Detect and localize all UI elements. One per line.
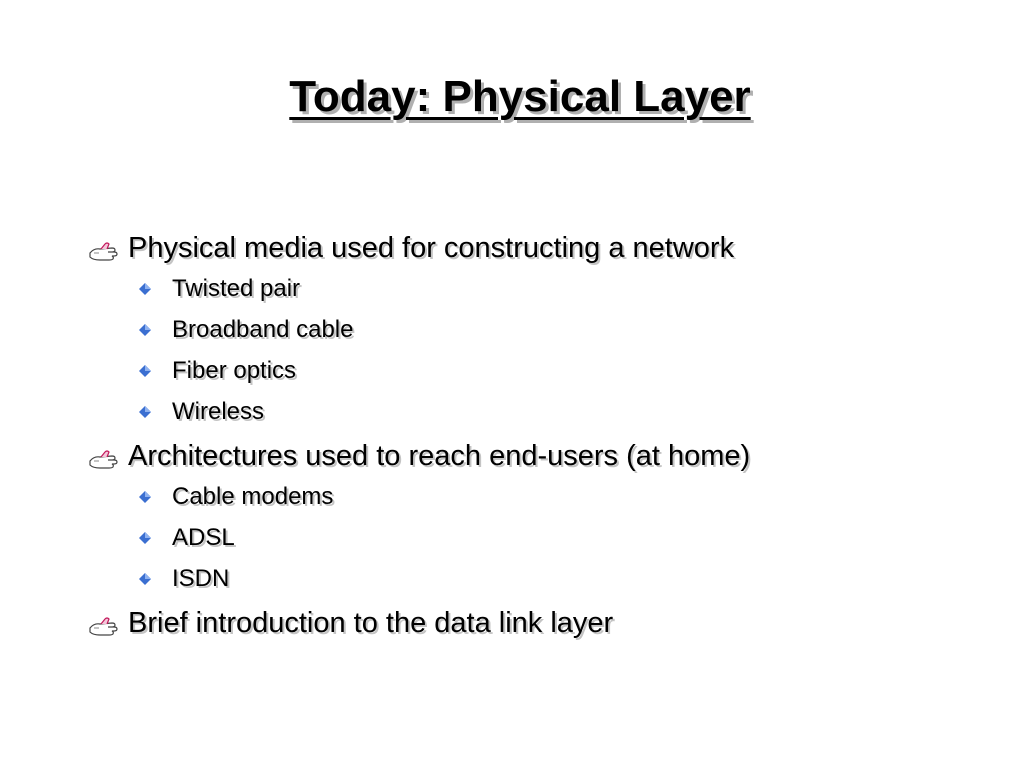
bullet-level2 <box>88 476 988 517</box>
pointing-hand-icon <box>88 240 128 262</box>
slide-title: Today: Physical Layer <box>289 72 751 121</box>
bullet-level1 <box>88 436 988 476</box>
bullet-level2 <box>88 350 988 391</box>
bullet-level2 <box>88 391 988 432</box>
pointing-hand-icon <box>88 615 128 637</box>
bullet-level2 <box>88 309 988 350</box>
sub-bullet-text: Cable modems <box>172 483 334 510</box>
diamond-bullet-icon <box>138 531 152 545</box>
bullet-level2 <box>88 268 988 309</box>
sub-bullet-text: ADSL <box>172 524 235 551</box>
sub-bullet-text: Fiber optics <box>172 357 297 384</box>
diamond-bullet-icon <box>138 282 152 296</box>
bullet-text: Physical media used for constructing a network <box>128 232 735 264</box>
pointing-hand-icon <box>88 448 128 470</box>
sub-bullet-text: ISDN <box>172 565 230 592</box>
diamond-bullet-icon <box>138 323 152 337</box>
diamond-bullet-icon <box>138 405 152 419</box>
bullet-level2 <box>88 558 988 599</box>
diamond-bullet-icon <box>138 364 152 378</box>
sub-bullet-text: Wireless <box>172 398 265 425</box>
diamond-bullet-icon <box>138 490 152 504</box>
bullet-level1 <box>88 603 988 643</box>
diamond-bullet-icon <box>138 572 152 586</box>
bullet-level1 <box>88 228 988 268</box>
sub-bullet-text: Twisted pair <box>172 275 301 302</box>
bullet-text: Brief introduction to the data link layer <box>128 607 614 639</box>
bullet-list <box>88 228 988 643</box>
bullet-text: Architectures used to reach end-users (at home) <box>128 440 751 472</box>
sub-bullet-text: Broadband cable <box>172 316 354 343</box>
bullet-level2 <box>88 517 988 558</box>
